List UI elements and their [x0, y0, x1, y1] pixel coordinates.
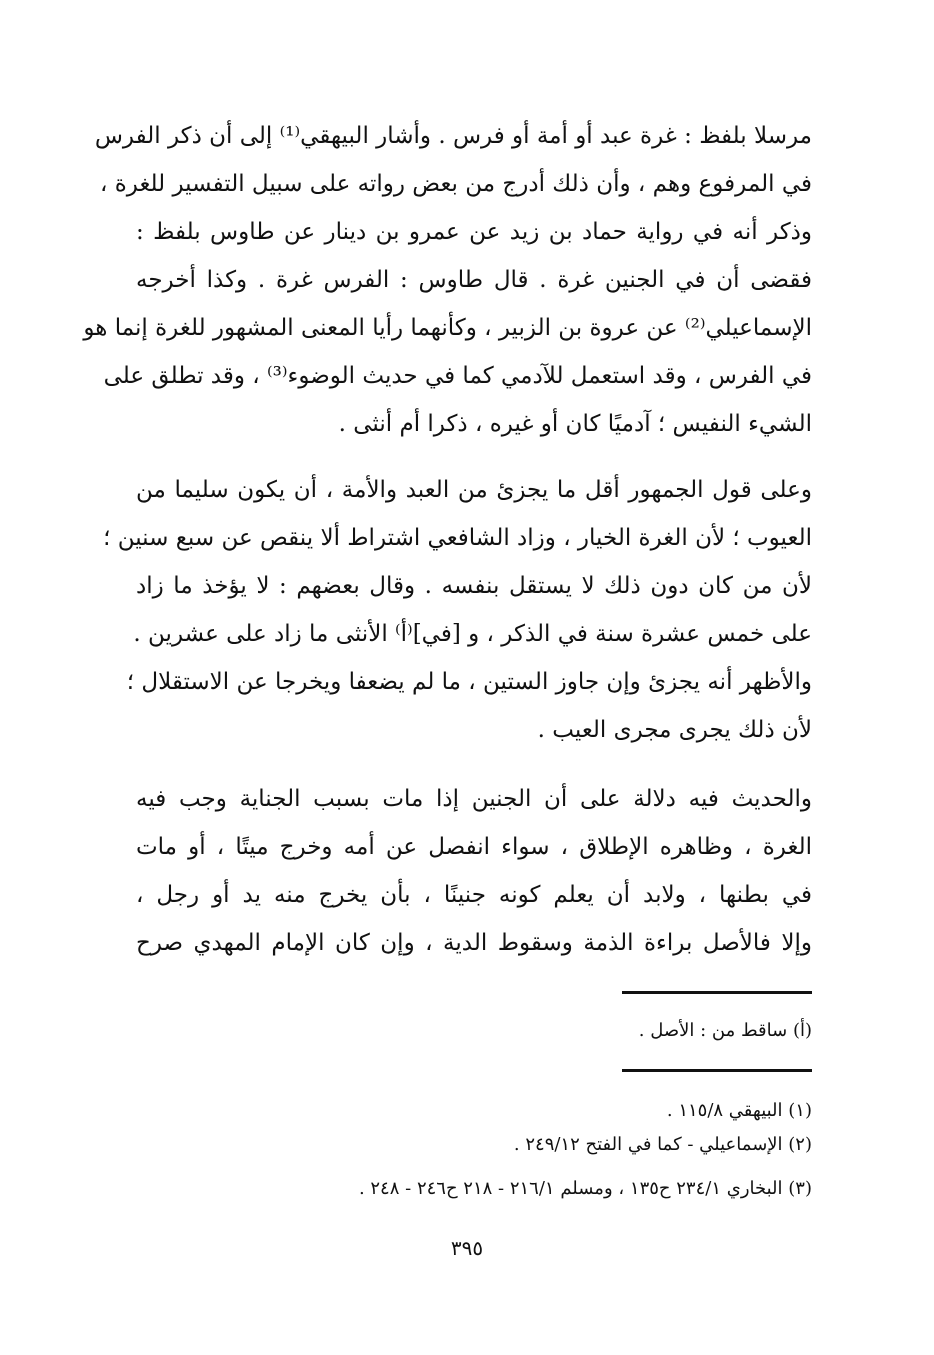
text-line: في الفرس ، وقد استعمل للآدمي كما في حديث الوضوء⁽³⁾ ، وقد تطلق على: [103, 363, 812, 389]
text-line: الشيء النفيس ؛ آدميًا كان أو غيره ، ذكرا أم أنثى .: [338, 411, 812, 437]
text-line: في المرفوع وهم ، وأن ذلك أدرج من بعض رواته على سبيل التفسير للغرة ،: [99, 171, 812, 197]
paragraph-1: [83, 112, 812, 448]
footnote-1: (١) البيهقي ١١٥/٨ .: [666, 1100, 812, 1121]
text-line: وإلا فالأصل براءة الذمة وسقوط الدية ، وإن كان الإمام المهدي صرح: [136, 930, 812, 956]
text-line: فقضى أن في الجنين غرة . قال طاوس : الفرس غرة . وكذا أخرجه: [136, 267, 812, 293]
text-line: مرسلا بلفظ : غرة عبد أو أمة أو فرس . وأشار البيهقي⁽¹⁾ إلى أن ذكر الفرس: [94, 123, 812, 149]
text-line: العيوب ؛ لأن الغرة الخيار ، وزاد الشافعي اشتراط ألا ينقص عن سبع سنين ؛: [103, 525, 812, 551]
text-line: لأن ذلك يجرى مجرى العيب .: [537, 717, 812, 743]
text-line: لأن من كان دون ذلك لا يستقل بنفسه . وقال بعضهم : لا يؤخذ ما زاد: [136, 573, 812, 599]
text-line: الغرة ، وظاهره الإطلاق ، سواء انفصل عن أمه وخرج ميتًا ، أو مات: [136, 834, 812, 860]
footnote-3: (٣) البخاري ٢٣٤/١ ح١٣٥ ، ومسلم ٢١٦/١ - ٢١٨ ح٢٤٦ - ٢٤٨ .: [358, 1178, 812, 1199]
text-line: والحديث فيه دلالة على أن الجنين إذا مات بسبب الجناية وجب فيه: [136, 786, 812, 812]
footnote-separator: [622, 991, 812, 994]
text-line: على خمس عشرة سنة في الذكر ، و [في]⁽أ⁾ الأنثى ما زاد على عشرين .: [133, 621, 812, 647]
page-number: ٣٩٥: [450, 1236, 484, 1260]
text-line: والأظهر أنه يجزئ وإن جاوز الستين ، ما لم يضعفا ويخرجا عن الاستقلال ؛: [126, 669, 812, 695]
footnote-2: (٢) الإسماعيلي - كما في الفتح ٢٤٩/١٢ .: [513, 1134, 812, 1155]
footnote-separator: [622, 1069, 812, 1072]
paragraph-2: [103, 466, 812, 754]
paragraph-3: [136, 775, 812, 967]
editor-note: (أ) ساقط من : الأصل .: [638, 1020, 812, 1041]
text-line: وذكر أنه في رواية حماد بن زيد عن عمرو بن دينار عن طاوس بلفظ :: [136, 219, 812, 245]
text-line: الإسماعيلي⁽²⁾ عن عروة بن الزبير ، وكأنهما رأيا المعنى المشهور للغرة إنما هو: [83, 315, 812, 341]
text-line: في بطنها ، ولابد أن يعلم كونه جنينًا ، بأن يخرج منه يد أو رجل ،: [136, 882, 812, 908]
text-line: وعلى قول الجمهور أقل ما يجزئ من العبد والأمة ، أن يكون سليما من: [136, 477, 812, 503]
